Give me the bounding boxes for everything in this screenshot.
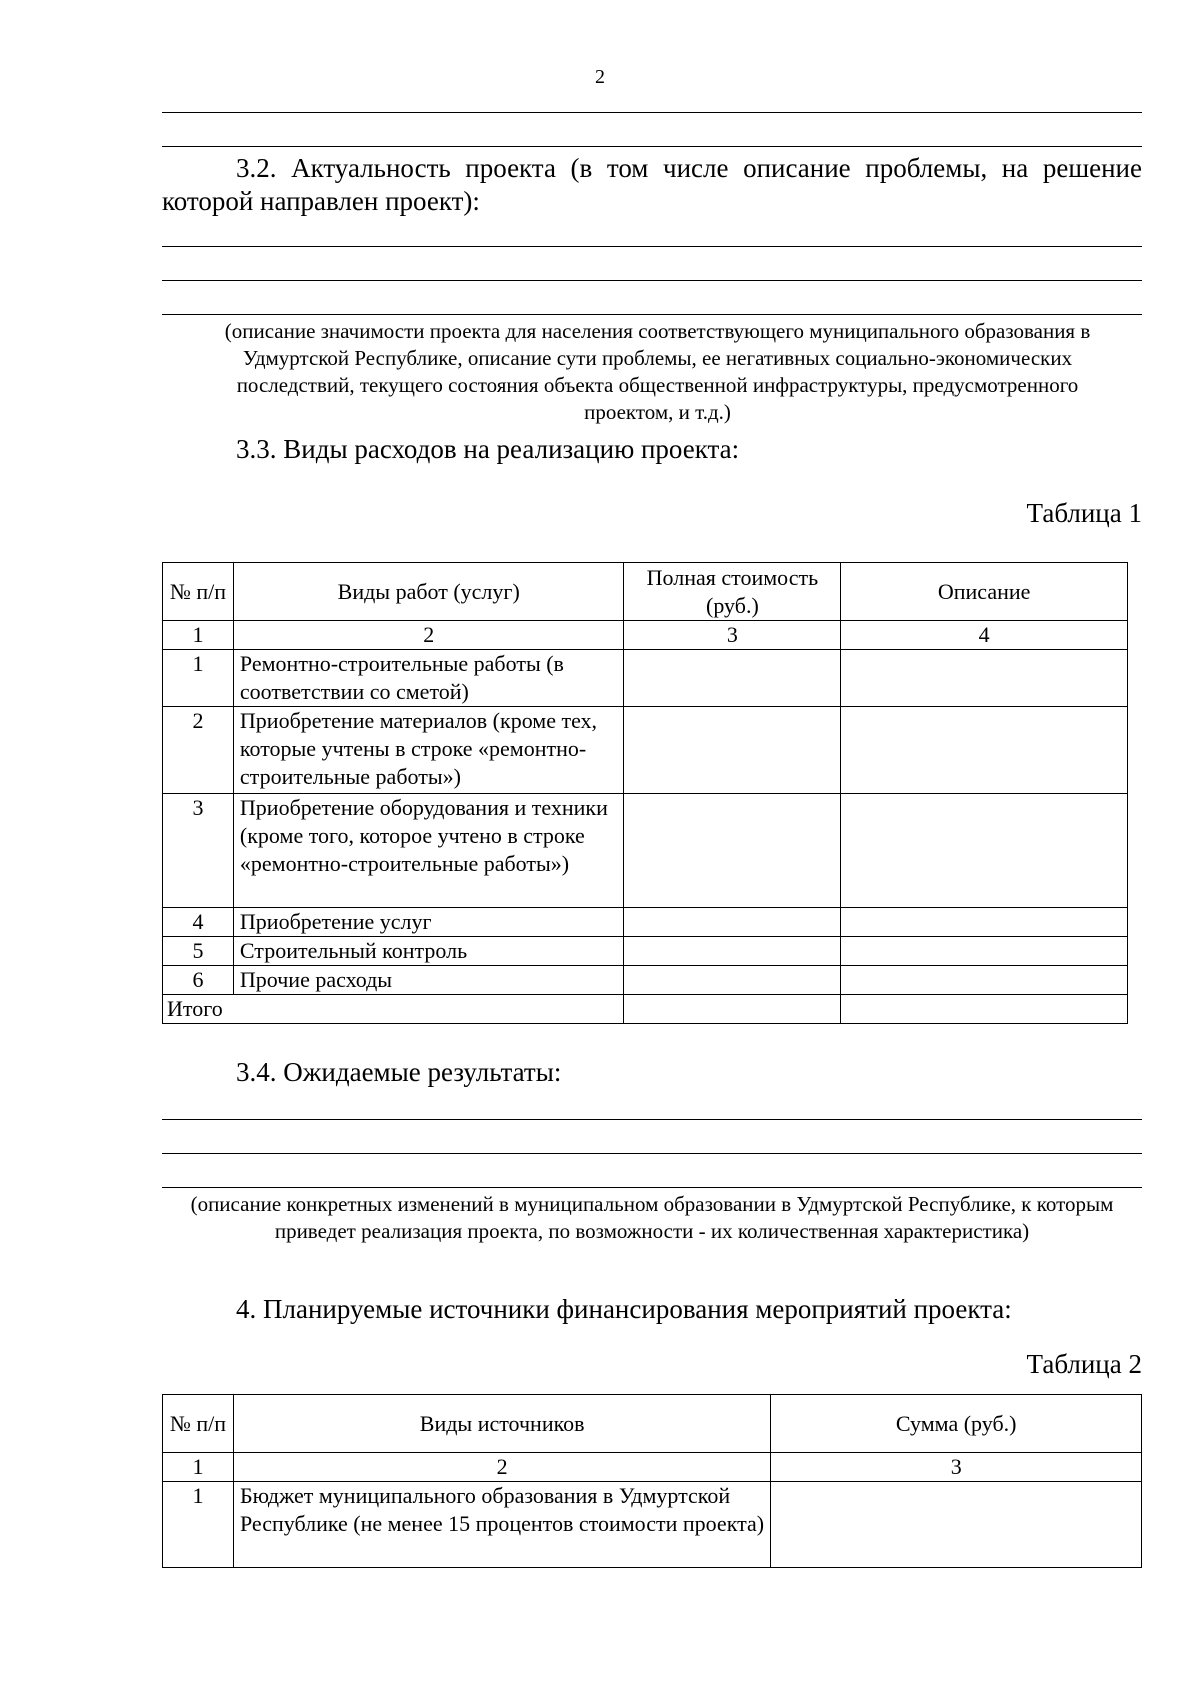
row-number: 1 (163, 1482, 234, 1568)
row-cost-cell[interactable] (624, 937, 841, 966)
row-description-cell[interactable] (841, 650, 1128, 707)
header-sum: Сумма (руб.) (771, 1395, 1142, 1453)
blank-line (162, 246, 1142, 247)
column-number: 3 (624, 621, 841, 650)
row-sum-cell[interactable] (771, 1482, 1142, 1568)
row-cost-cell[interactable] (624, 908, 841, 937)
row-number: 6 (163, 966, 234, 995)
blank-line (162, 112, 1142, 113)
section-3-4-title: 3.4. Ожидаемые результаты: (236, 1057, 562, 1087)
expenses-table (162, 562, 1128, 1024)
section-3-4-note: (описание конкретных изменений в муниципальном образовании в Удмуртской Республике, к которым приведет реализация проекта, по возможности - их количественная характеристика) (190, 1192, 1114, 1243)
section-4-title: 4. Планируемые источники финансирования мероприятий проекта: (236, 1294, 1012, 1324)
table-header-row (163, 1395, 1142, 1453)
table-row (163, 1482, 1142, 1568)
section-3-2-note: (описание значимости проекта для населения соответствующего муниципального образования в Удмуртской Республике, описание сути проблемы, ее негативных социально-экономических последствий, текущего состояния объекта общественной инфраструктуры, предусмотренного проектом, и т.д.) (224, 319, 1091, 424)
row-number: 2 (163, 707, 234, 794)
column-number: 1 (163, 1453, 234, 1482)
total-cost-cell[interactable] (624, 995, 841, 1024)
row-description-cell[interactable] (841, 908, 1128, 937)
row-number: 4 (163, 908, 234, 937)
total-row (163, 995, 1128, 1024)
header-description: Описание (841, 563, 1128, 621)
table-1-label: Таблица 1 (1026, 498, 1142, 528)
table-row (163, 966, 1128, 995)
header-source-types: Виды источников (233, 1395, 770, 1453)
row-work-type: Приобретение услуг (233, 908, 624, 937)
table-row (163, 908, 1128, 937)
column-number: 2 (233, 1453, 770, 1482)
row-description-cell[interactable] (841, 707, 1128, 794)
column-numbers-row (163, 621, 1128, 650)
column-numbers-row (163, 1453, 1142, 1482)
row-description-cell[interactable] (841, 794, 1128, 908)
section-3-2-title: 3.2. Актуальность проекта (в том числе описание проблемы, на решение которой направлен проект): (162, 153, 1142, 216)
header-number: № п/п (163, 563, 234, 621)
row-cost-cell[interactable] (624, 707, 841, 794)
row-description-cell[interactable] (841, 966, 1128, 995)
blank-line (162, 280, 1142, 281)
row-description-cell[interactable] (841, 937, 1128, 966)
row-number: 3 (163, 794, 234, 908)
column-number: 1 (163, 621, 234, 650)
column-number: 4 (841, 621, 1128, 650)
row-work-type: Ремонтно-строительные работы (в соответствии со сметой) (233, 650, 624, 707)
table-2-label: Таблица 2 (1026, 1349, 1142, 1379)
column-number: 2 (233, 621, 624, 650)
total-description-cell[interactable] (841, 995, 1128, 1024)
section-3-3-title: 3.3. Виды расходов на реализацию проекта: (236, 434, 740, 464)
blank-line (162, 314, 1142, 315)
table-row (163, 937, 1128, 966)
column-number: 3 (771, 1453, 1142, 1482)
header-full-cost: Полная стоимость (руб.) (624, 563, 841, 621)
row-cost-cell[interactable] (624, 966, 841, 995)
blank-line (162, 1153, 1142, 1154)
blank-line (162, 146, 1142, 147)
row-source-type: Бюджет муниципального образования в Удмуртской Республике (не менее 15 процентов стоимости проекта) (233, 1482, 770, 1568)
funding-sources-table (162, 1394, 1142, 1568)
table-header-row (163, 563, 1128, 621)
row-cost-cell[interactable] (624, 650, 841, 707)
total-label: Итого (163, 995, 624, 1024)
row-work-type: Строительный контроль (233, 937, 624, 966)
page-number: 2 (595, 66, 605, 88)
row-work-type: Приобретение материалов (кроме тех, которые учтены в строке «ремонтно-строительные работы») (233, 707, 624, 794)
header-number: № п/п (163, 1395, 234, 1453)
blank-line (162, 1187, 1142, 1188)
table-row (163, 650, 1128, 707)
row-work-type: Прочие расходы (233, 966, 624, 995)
row-cost-cell[interactable] (624, 794, 841, 908)
table-row (163, 794, 1128, 908)
header-work-types: Виды работ (услуг) (233, 563, 624, 621)
row-number: 5 (163, 937, 234, 966)
table-row (163, 707, 1128, 794)
row-number: 1 (163, 650, 234, 707)
row-work-type: Приобретение оборудования и техники (кроме того, которое учтено в строке «ремонтно-строительные работы») (233, 794, 624, 908)
blank-line (162, 1119, 1142, 1120)
